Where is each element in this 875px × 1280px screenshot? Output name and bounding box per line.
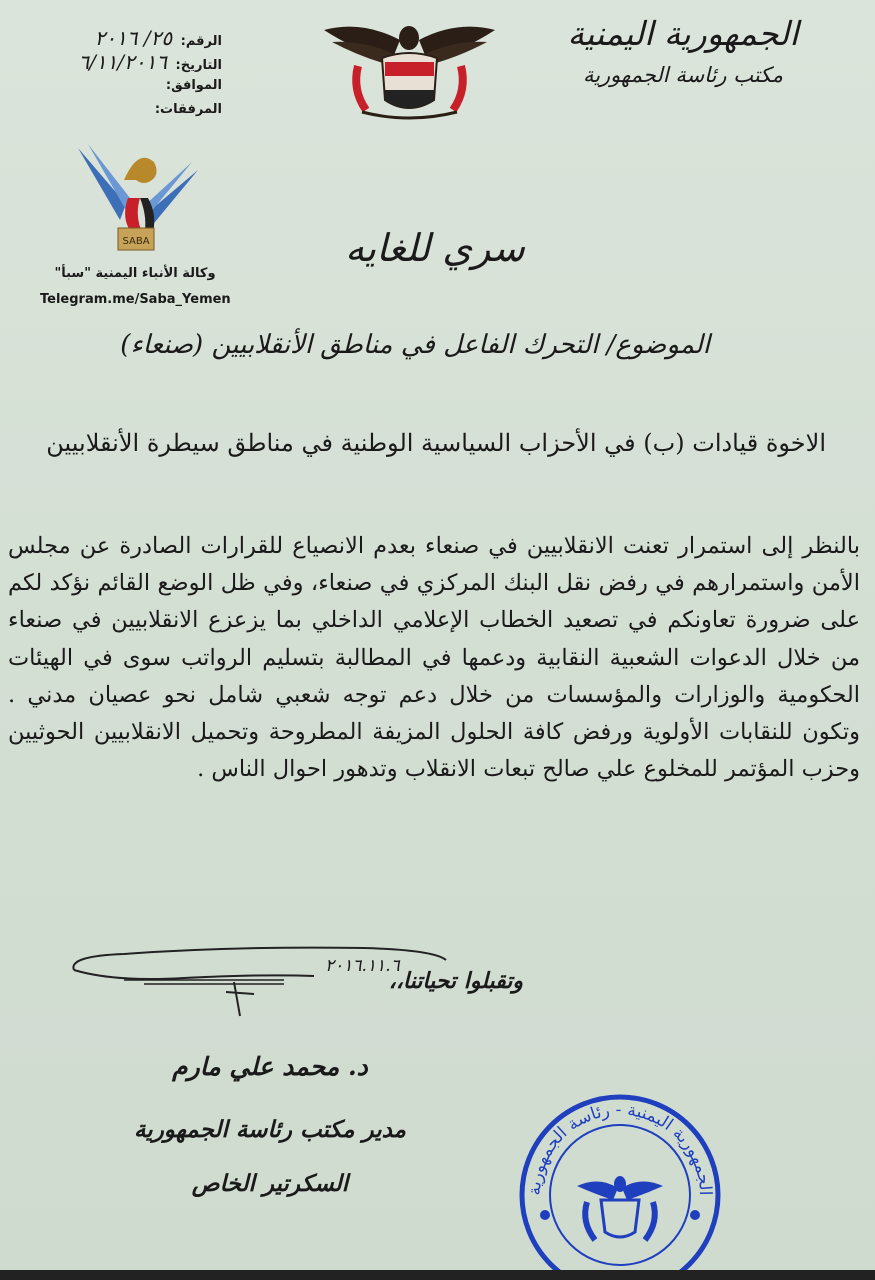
stamp-text: الجمهورية اليمنية - رئاسة الجمهورية: [524, 1099, 716, 1196]
saba-logo-icon: [74, 140, 202, 258]
subject-line: الموضوع/ التحرك الفاعل في مناطق الأنقلابيين (صنعاء): [120, 330, 710, 360]
letter-body: بالنظر إلى استمرار تعنت الانقلابيين في صنعاء بعدم الانصياع للقرارات الصادرة عن مجلس الأمن واستمرارهم في رفض نقل البنك المركزي في صنعاء، وفي ظل الوضع القائم نؤكد لكم على ضرورة تعاونكم في تصعيد الخطاب الإعلامي الداخلي بما يزعزع الانقلابيين في صنعاء من خلال الدعوات الشعبية النقابية ودعمها في المطالبة بتسليم الرواتب سوى في الهيئات الحكومية والوزارات والمؤسسات من خلال دعم توجه شعبي شامل نحو عصيان مدني . وتكون للنقابات الأولوية ورفض كافة الحلول المزيفة المطروحة وتحميل الانقلابيين الحوثيين وحزب المؤتمر للمخلوع علي صالح تبعات الانقلاب وتدهور احوال الناس .: [8, 533, 860, 783]
office-title: مكتب رئاسة الجمهورية: [582, 63, 784, 87]
agency-name: وكالة الأنباء اليمنية "سبأ": [54, 266, 216, 281]
date-value: ٦/١١/٢٠١٦: [78, 50, 167, 74]
date-row: [30, 50, 222, 74]
bottom-edge-bar: [0, 1270, 875, 1280]
date-label: التاريخ:: [175, 58, 222, 73]
eagle-emblem-icon: [322, 0, 497, 128]
signatory-title: مدير مكتب رئاسة الجمهورية: [133, 1116, 407, 1143]
closing-greeting: وتقبلوا تحياتنا،،: [388, 968, 523, 994]
letterhead-right: [553, 14, 813, 90]
agency-telegram: Telegram.me/Saba_Yemen: [40, 292, 231, 307]
signature-date: ٢٠١٦.١١.٦: [325, 956, 400, 976]
number-row: [30, 26, 222, 50]
classification-heading: سري للغايه: [345, 226, 525, 270]
corresponding-row: [30, 74, 222, 98]
republic-title: الجمهورية اليمنية: [567, 14, 799, 53]
signatory-subtitle: السكرتير الخاص: [191, 1170, 349, 1197]
attachments-label: المرفقات:: [154, 102, 222, 117]
saba-logo-text: SABA: [122, 236, 150, 247]
reference-block: [30, 26, 222, 122]
number-label: الرقم:: [180, 34, 222, 49]
attachments-row: [30, 98, 222, 122]
addressee-line: الاخوة قيادات (ب) في الأحزاب السياسية الوطنية في مناطق سيطرة الأنقلابيين: [46, 429, 826, 457]
corresponding-label: الموافق:: [165, 78, 222, 93]
number-value: ٢٥/ ٢٠١٦: [94, 26, 173, 50]
presidency-stamp-icon: [515, 1090, 725, 1270]
signatory-name: د. محمد علي مارم: [172, 1052, 368, 1081]
